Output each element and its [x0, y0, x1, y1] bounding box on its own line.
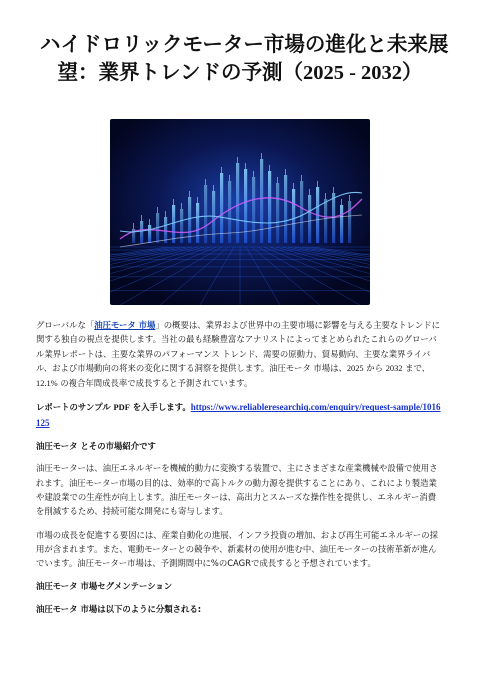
- article-body: [36, 318, 444, 624]
- hero-bar: [204, 185, 207, 243]
- hero-bar: [340, 205, 343, 243]
- title-line-2-suffix: ）: [402, 60, 423, 84]
- hero-bar: [212, 191, 215, 243]
- title-line-2-prefix: 望：業界トレンドの予測（: [57, 60, 303, 84]
- sample-label-b: を入手します。: [129, 402, 191, 413]
- section-paragraph-2: 市場の成長を促進する要因には、産業自動化の進展、インフラ投資の増加、および再生可能エネルギーの採用が含まれます。また、電動モーターとの競争や、新素材の使用が進む中、油圧モーターの技術革新が進んでいます。油圧モーター市場は、予測期間中に%のCAGRで成長すると予想されています。: [36, 529, 438, 569]
- hero-graphic: [110, 119, 370, 305]
- hero-bar: [172, 205, 175, 243]
- hero-bar: [252, 177, 255, 243]
- hero-bar: [260, 159, 263, 243]
- intro-text-mid1: から: [363, 362, 386, 373]
- intro-text-tail: の複合年間成長率で成長すると予測されています。: [57, 378, 253, 389]
- hero-bar: [140, 221, 143, 243]
- intro-text-pre: グローバルな「: [36, 320, 95, 330]
- hero-bar: [284, 175, 287, 243]
- hero-bar: [148, 225, 151, 243]
- title-line-2: [40, 58, 440, 87]
- market-link[interactable]: 油圧モータ 市場: [94, 320, 156, 330]
- section-paragraph-1: 油圧モーターは、油圧エネルギーを機械的動力に変換する装置で、主にさまざまな産業機械や設備で使用されます。油圧モーター市場の目的は、効率的で高トルクの動力源を提供することにあり、これにより製造業や建設業での生産性が向上します。油圧モーターは、高出力とスムーズな操作性を提供し、エネルギー消費を削減するため、持続可能な開発にも寄与します。: [36, 463, 438, 517]
- hero-bar: [308, 195, 311, 243]
- hero-bar: [196, 203, 199, 243]
- hero-bar: [236, 163, 239, 243]
- hero-bar: [268, 171, 271, 243]
- hero-bar: [276, 183, 279, 243]
- sample-label-pdf: PDF: [113, 403, 130, 413]
- sample-request: [36, 400, 444, 430]
- hero-image: [110, 119, 370, 305]
- title-line-1: ハイドロリックモーター市場の進化と未来展: [40, 32, 449, 56]
- section-heading-segmentation: 油圧モータ 市場セグメンテーション: [36, 581, 173, 592]
- title-years: 2025 - 2032: [302, 62, 403, 84]
- intro-year-end: 2032: [385, 363, 403, 373]
- hero-bar: [324, 199, 327, 243]
- intro-text-mid2: まで、: [402, 362, 431, 373]
- intro-text-body: 」の概要は、業界および世界中の主要市場に影響を与える主要なトレンドに関する独自の視点を提供します。当社の最も経験豊富なアナリストによってまとめられたこれらのグローバル業界レポートは、主要な業界のパフォーマンス トレンド、需要の原動力、貿易動向、主要な業界ライバル、および市場動向の将来の変化に関する洞察を提供します。油圧モータ 市場は、: [36, 320, 440, 373]
- hero-bar: [228, 181, 231, 243]
- intro-paragraph: [36, 318, 444, 391]
- sample-request-link[interactable]: https://www.reliableresearchiq.com/enquiry/request-sample/1016125: [36, 402, 441, 428]
- hero-bar: [300, 181, 303, 243]
- intro-year-start: 2025: [346, 363, 364, 373]
- hero-bar: [164, 217, 167, 243]
- intro-cagr: 12.1%: [36, 379, 58, 389]
- hero-bar: [292, 189, 295, 243]
- section-heading-intro: 油圧モータ とその市場紹介です: [36, 441, 156, 452]
- page-title: [40, 30, 449, 87]
- hero-bar: [220, 173, 223, 243]
- section-subheading-classification: 油圧モータ 市場は以下のように分類される:: [36, 603, 202, 614]
- sample-label-a: レポートのサンプル: [36, 402, 114, 413]
- hero-bar: [348, 201, 351, 243]
- hero-bar: [188, 197, 191, 243]
